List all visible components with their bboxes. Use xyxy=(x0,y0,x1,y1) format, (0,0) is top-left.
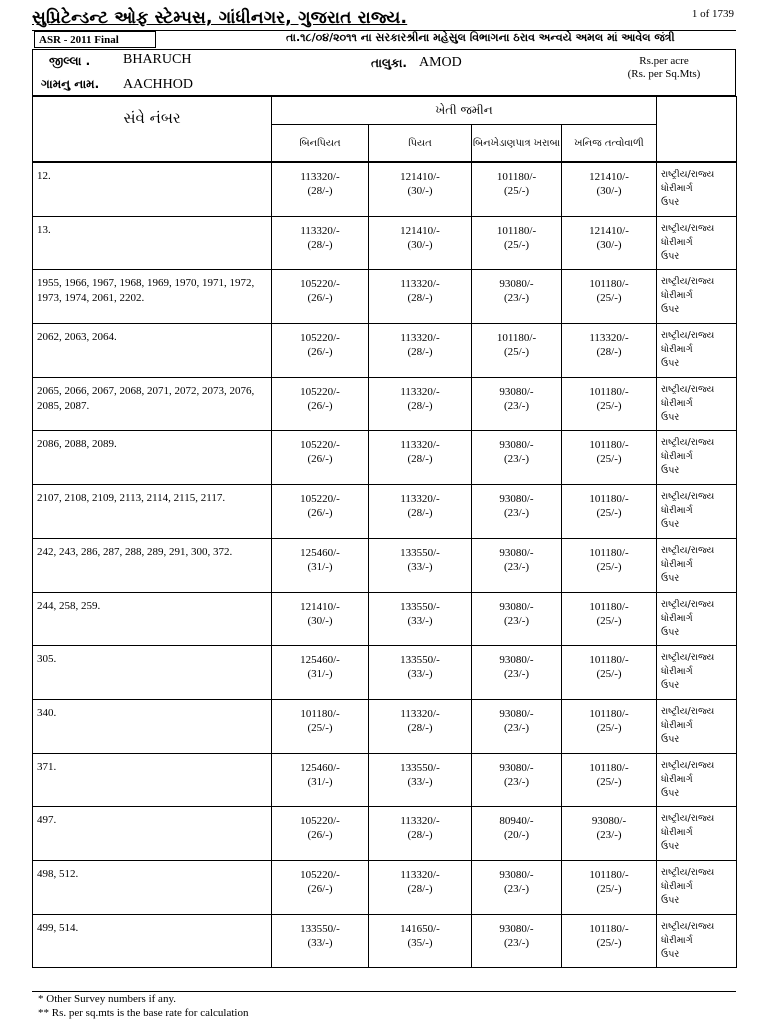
district-value: BHARUCH xyxy=(123,52,192,67)
rate-per-acre: 93080/- xyxy=(499,761,534,774)
rate-per-sqm: (30/-) xyxy=(596,238,622,251)
rate-per-acre: 101180/- xyxy=(589,868,629,881)
road-location-line: ઉપર xyxy=(661,304,680,316)
rate-per-acre: 101180/- xyxy=(300,707,340,720)
survey-numbers-cell: 371. xyxy=(33,753,272,807)
rate-cell-irrigated xyxy=(369,270,472,324)
road-location-line: રાષ્ટ્રીય/રાજ્ય xyxy=(661,598,715,610)
rate-per-acre: 101180/- xyxy=(589,278,629,291)
rate-cell-uncultivable xyxy=(472,216,562,270)
road-location-cell xyxy=(657,538,737,592)
rate-per-sqm: (28/-) xyxy=(307,185,333,197)
rate-per-sqm: (25/-) xyxy=(596,882,622,895)
rate-per-acre: 125460/- xyxy=(300,761,340,774)
rate-cell-irrigated xyxy=(369,592,472,646)
road-location-line: ધોરીમાર્ગ xyxy=(661,236,693,248)
rate-cell-mineral xyxy=(562,699,657,753)
col-header-irrigated: પિયત xyxy=(369,125,472,162)
col-header-uncultivable: બિનખેડાણપાત્ર ખરાબા xyxy=(472,125,562,162)
rate-cell-uncultivable xyxy=(472,377,562,431)
rate-per-sqm: (26/-) xyxy=(307,453,333,466)
rate-per-acre: 113320/- xyxy=(400,332,440,345)
rate-per-sqm: (31/-) xyxy=(307,668,333,681)
road-location-line: ધોરીમાર્ગ xyxy=(661,451,693,463)
rate-cell-mineral xyxy=(562,538,657,592)
agricultural-land-header: ખેતી જમીન xyxy=(272,97,657,125)
rate-per-acre: 93080/- xyxy=(499,278,534,291)
road-location-cell xyxy=(657,431,737,485)
road-location-line: ધોરીમાર્ગ xyxy=(661,397,693,409)
rate-per-acre: 101180/- xyxy=(589,707,629,720)
rate-cell-mineral xyxy=(562,860,657,914)
survey-numbers-cell: 12. xyxy=(33,163,272,217)
rate-cell-mineral xyxy=(562,485,657,539)
rate-per-sqm: (26/-) xyxy=(307,882,333,895)
rate-per-sqm: (30/-) xyxy=(407,185,433,197)
rate-cell-mineral xyxy=(562,216,657,270)
rate-per-sqm: (28/-) xyxy=(596,346,622,359)
rate-cell-mineral xyxy=(562,324,657,378)
road-location-line: રાષ્ટ્રીય/રાજ્ય xyxy=(661,276,715,288)
rate-per-acre: 141650/- xyxy=(400,922,440,935)
rate-per-acre: 121410/- xyxy=(300,600,340,613)
rate-per-acre: 113320/- xyxy=(300,224,340,237)
rate-cell-irrigated xyxy=(369,377,472,431)
road-location-line: રાષ્ટ્રીય/રાજ્ય xyxy=(661,222,715,234)
rate-cell-mineral xyxy=(562,270,657,324)
table-row xyxy=(33,592,737,646)
rate-cell-irrigated xyxy=(369,216,472,270)
table-row xyxy=(33,485,737,539)
table-row xyxy=(33,753,737,807)
table-row xyxy=(33,699,737,753)
rate-per-sqm: (23/-) xyxy=(503,614,530,627)
road-location-line: રાષ્ટ્રીય/રાજ્ય xyxy=(661,169,715,180)
location-header xyxy=(32,49,736,96)
survey-number-header: સંવે નંબર xyxy=(33,97,272,162)
rate-cell-mineral xyxy=(562,807,657,861)
rate-per-acre: 113320/- xyxy=(400,707,440,720)
rate-unit-acre: Rs.per acre xyxy=(639,55,689,67)
rate-per-acre: 93080/- xyxy=(499,546,534,559)
road-location-line: ધોરીમાર્ગ xyxy=(661,880,693,892)
rate-per-acre: 125460/- xyxy=(300,654,340,667)
rate-per-acre: 113320/- xyxy=(400,815,440,828)
table-row xyxy=(33,216,737,270)
rate-per-acre: 101180/- xyxy=(589,385,629,398)
road-location-line: ધોરીમાર્ગ xyxy=(661,827,693,839)
rate-cell-unirrigated xyxy=(272,699,369,753)
rate-per-sqm: (28/-) xyxy=(407,721,433,734)
rate-per-sqm: (35/-) xyxy=(407,936,433,949)
rate-per-sqm: (28/-) xyxy=(407,399,433,412)
table-row xyxy=(33,431,737,485)
road-location-line: રાષ્ટ્રીય/રાજ્ય xyxy=(661,652,715,664)
rate-per-sqm: (26/-) xyxy=(307,292,333,305)
rate-per-sqm: (31/-) xyxy=(307,775,333,788)
road-location-line: ધોરીમાર્ગ xyxy=(661,344,693,356)
rate-per-sqm: (25/-) xyxy=(596,292,622,305)
rate-per-sqm: (25/-) xyxy=(503,346,530,359)
village-label: ગામનુ નામ. xyxy=(41,77,100,91)
rate-cell-irrigated xyxy=(369,431,472,485)
rate-per-sqm: (30/-) xyxy=(407,238,433,251)
road-location-line: ઉપર xyxy=(661,787,680,799)
road-location-line: ઉપર xyxy=(661,680,680,692)
rate-cell-uncultivable xyxy=(472,860,562,914)
rate-per-acre: 93080/- xyxy=(499,654,534,667)
road-location-line: ધોરીમાર્ગ xyxy=(661,719,693,731)
rate-unit-sqm: (Rs. per Sq.Mts) xyxy=(627,68,701,80)
rate-per-acre: 93080/- xyxy=(591,815,627,828)
rate-per-acre: 93080/- xyxy=(499,707,534,720)
rate-per-sqm: (23/-) xyxy=(503,507,530,520)
rate-per-acre: 105220/- xyxy=(300,439,340,452)
rate-per-sqm: (33/-) xyxy=(307,936,333,949)
rate-cell-irrigated xyxy=(369,485,472,539)
taluka-value: AMOD xyxy=(419,55,462,70)
rate-per-sqm: (28/-) xyxy=(407,507,433,520)
table-row xyxy=(33,914,737,968)
road-location-line: ઉપર xyxy=(661,626,680,638)
rate-per-acre: 133550/- xyxy=(400,600,440,613)
village-value: AACHHOD xyxy=(123,77,193,92)
road-location-line: ઉપર xyxy=(661,519,680,531)
rate-per-acre: 93080/- xyxy=(499,493,534,506)
road-location-line: રાષ્ટ્રીય/રાજ્ય xyxy=(661,705,715,717)
table-row xyxy=(33,860,737,914)
road-location-line: રાષ્ટ્રીય/રાજ્ય xyxy=(661,920,715,932)
road-location-line: રાષ્ટ્રીય/રાજ્ય xyxy=(661,544,715,556)
road-location-cell xyxy=(657,485,737,539)
rate-per-sqm: (23/-) xyxy=(503,668,530,681)
rate-per-acre: 105220/- xyxy=(300,868,340,881)
rate-per-sqm: (28/-) xyxy=(407,882,433,895)
road-location-line: ધોરીમાર્ગ xyxy=(661,773,693,785)
rate-per-sqm: (25/-) xyxy=(596,775,622,788)
rate-cell-irrigated xyxy=(369,699,472,753)
road-location-cell xyxy=(657,646,737,700)
rate-per-sqm: (23/-) xyxy=(503,936,530,949)
road-location-line: ઉપર xyxy=(661,572,680,584)
rate-per-acre: 133550/- xyxy=(300,922,340,935)
rate-per-sqm: (25/-) xyxy=(596,453,622,466)
rate-per-acre: 113320/- xyxy=(400,868,440,881)
road-location-cell xyxy=(657,324,737,378)
table-row xyxy=(33,270,737,324)
rate-per-acre: 101180/- xyxy=(589,546,629,559)
rate-per-sqm: (23/-) xyxy=(503,882,530,895)
rate-cell-uncultivable xyxy=(472,592,562,646)
road-location-line: ધોરીમાર્ગ xyxy=(661,612,693,624)
road-header xyxy=(657,97,737,162)
rate-per-sqm: (23/-) xyxy=(596,829,622,842)
survey-numbers-cell: 242, 243, 286, 287, 288, 289, 291, 300, 372. xyxy=(33,538,272,592)
rate-per-acre: 113320/- xyxy=(589,332,629,345)
rate-cell-uncultivable xyxy=(472,270,562,324)
col-header-mineral: ખનિજ તત્વોવાળી xyxy=(562,125,657,162)
rate-per-sqm: (25/-) xyxy=(503,185,530,197)
road-location-line: રાષ્ટ્રીય/રાજ્ય xyxy=(661,437,715,449)
rate-cell-uncultivable xyxy=(472,753,562,807)
col-header-unirrigated: બિનપિયત xyxy=(272,125,369,162)
rate-cell-mineral xyxy=(562,431,657,485)
rate-per-acre: 105220/- xyxy=(300,278,340,291)
survey-numbers-cell: 340. xyxy=(33,699,272,753)
road-location-cell xyxy=(657,699,737,753)
rate-per-sqm: (30/-) xyxy=(307,614,333,627)
survey-numbers-cell: 2065, 2066, 2067, 2068, 2071, 2072, 2073, 2076, 2085, 2087. xyxy=(33,377,272,431)
rate-per-acre: 113320/- xyxy=(400,278,440,291)
road-location-cell xyxy=(657,163,737,217)
road-location-line: ઉપર xyxy=(661,411,680,423)
page-number: 1 of 1739 xyxy=(691,8,734,20)
rate-per-sqm: (33/-) xyxy=(407,775,433,788)
rate-cell-unirrigated xyxy=(272,485,369,539)
rate-per-acre: 133550/- xyxy=(400,546,440,559)
rate-per-acre: 133550/- xyxy=(400,654,440,667)
rate-per-sqm: (23/-) xyxy=(503,399,530,412)
rate-cell-unirrigated xyxy=(272,807,369,861)
taluka-label: તાલુકા. xyxy=(371,56,407,70)
rate-per-sqm: (23/-) xyxy=(503,721,530,734)
road-location-line: ધોરીમાર્ગ xyxy=(661,505,693,517)
road-location-cell xyxy=(657,914,737,968)
survey-numbers-cell: 2062, 2063, 2064. xyxy=(33,324,272,378)
rate-per-acre: 93080/- xyxy=(499,439,534,452)
rate-cell-uncultivable xyxy=(472,699,562,753)
rate-cell-unirrigated xyxy=(272,163,369,217)
rate-cell-mineral xyxy=(562,377,657,431)
rate-cell-unirrigated xyxy=(272,216,369,270)
rate-per-acre: 113320/- xyxy=(400,493,440,506)
table-body xyxy=(33,163,737,968)
rate-per-acre: 121410/- xyxy=(589,224,629,237)
rate-per-sqm: (23/-) xyxy=(503,453,530,466)
rate-per-sqm: (25/-) xyxy=(596,721,622,734)
rate-per-sqm: (25/-) xyxy=(596,614,622,627)
road-location-line: રાષ્ટ્રીય/રાજ્ય xyxy=(661,759,715,771)
table-row xyxy=(33,646,737,700)
rate-cell-irrigated xyxy=(369,163,472,217)
rate-per-acre: 105220/- xyxy=(300,332,340,345)
road-location-line: ઉપર xyxy=(661,894,680,906)
rate-per-acre: 121410/- xyxy=(400,171,440,183)
table-row xyxy=(33,538,737,592)
road-location-line: ઉપર xyxy=(661,465,680,477)
rate-per-acre: 101180/- xyxy=(589,922,629,935)
rate-per-acre: 101180/- xyxy=(589,761,629,774)
rate-cell-irrigated xyxy=(369,914,472,968)
rate-per-acre: 101180/- xyxy=(589,654,629,667)
road-location-cell xyxy=(657,216,737,270)
rate-cell-irrigated xyxy=(369,807,472,861)
footnote-base-rate: ** Rs. per sq.mts is the base rate for calculation xyxy=(38,1007,249,1019)
road-location-line: રાષ્ટ્રીય/રાજ્ય xyxy=(661,491,715,503)
rate-per-sqm: (28/-) xyxy=(307,238,333,251)
road-location-line: ઉપર xyxy=(661,250,680,262)
rate-cell-mineral xyxy=(562,592,657,646)
rate-per-sqm: (20/-) xyxy=(503,829,530,842)
rate-per-acre: 113320/- xyxy=(400,439,440,452)
table-row xyxy=(33,377,737,431)
survey-numbers-cell: 497. xyxy=(33,807,272,861)
rate-per-acre: 101180/- xyxy=(496,332,537,345)
road-location-cell xyxy=(657,270,737,324)
rate-cell-unirrigated xyxy=(272,753,369,807)
page-title: સુપ્રિટેન્ડન્ટ ઓફ સ્ટેમ્પસ, ગાંધીનગર, ગુજરાત રાજ્ય. xyxy=(32,8,408,28)
rate-per-acre: 121410/- xyxy=(400,224,440,237)
rate-per-acre: 93080/- xyxy=(499,922,534,935)
road-location-line: ધોરીમાર્ગ xyxy=(661,183,693,194)
road-location-line: રાષ્ટ્રીય/રાજ્ય xyxy=(661,383,715,395)
rate-per-acre: 101180/- xyxy=(589,493,629,506)
rate-per-sqm: (25/-) xyxy=(596,560,622,573)
survey-numbers-cell: 2107, 2108, 2109, 2113, 2114, 2115, 2117. xyxy=(33,485,272,539)
rate-per-sqm: (23/-) xyxy=(503,775,530,788)
rate-per-acre: 105220/- xyxy=(300,385,340,398)
survey-numbers-cell: 305. xyxy=(33,646,272,700)
rate-per-acre: 101180/- xyxy=(496,224,537,237)
rate-per-acre: 93080/- xyxy=(499,868,534,881)
rate-cell-irrigated xyxy=(369,753,472,807)
rate-cell-irrigated xyxy=(369,538,472,592)
footnote-other-survey: * Other Survey numbers if any. xyxy=(38,993,176,1005)
rate-cell-uncultivable xyxy=(472,646,562,700)
rate-per-acre: 133550/- xyxy=(400,761,440,774)
rate-cell-unirrigated xyxy=(272,592,369,646)
rate-cell-unirrigated xyxy=(272,860,369,914)
road-location-cell xyxy=(657,753,737,807)
rate-cell-uncultivable xyxy=(472,324,562,378)
rate-per-acre: 105220/- xyxy=(300,493,340,506)
rate-cell-unirrigated xyxy=(272,914,369,968)
rate-per-sqm: (31/-) xyxy=(307,560,333,573)
rate-cell-uncultivable xyxy=(472,485,562,539)
asr-badge: ASR - 2011 Final xyxy=(34,31,156,48)
rate-cell-uncultivable xyxy=(472,914,562,968)
road-location-line: રાષ્ટ્રીય/રાજ્ય xyxy=(661,866,715,878)
road-location-line: રાષ્ટ્રીય/રાજ્ય xyxy=(661,813,715,825)
survey-numbers-cell: 13. xyxy=(33,216,272,270)
rate-per-acre: 93080/- xyxy=(499,385,534,398)
rate-cell-mineral xyxy=(562,914,657,968)
rate-per-sqm: (26/-) xyxy=(307,507,333,520)
road-location-line: ઉપર xyxy=(661,358,680,370)
rate-per-sqm: (25/-) xyxy=(503,238,530,251)
road-location-line: ધોરીમાર્ગ xyxy=(661,290,693,302)
road-location-line: ધોરીમાર્ગ xyxy=(661,558,693,570)
rate-per-acre: 125460/- xyxy=(300,546,340,559)
rate-per-acre: 101180/- xyxy=(589,600,629,613)
road-location-line: ઉપર xyxy=(661,733,680,745)
resolution-text: તા.૧૮/૦૪/૨૦૧૧ ના સરકારશ્રીના મહેસુલ વિભાગના ઠરાવ અન્વયે અમલ માં આવેલ જંત્રી xyxy=(286,31,675,44)
rate-per-acre: 121410/- xyxy=(589,171,629,183)
rate-per-sqm: (26/-) xyxy=(307,829,333,842)
road-location-cell xyxy=(657,807,737,861)
rate-cell-unirrigated xyxy=(272,377,369,431)
rate-table xyxy=(32,96,737,968)
rate-cell-unirrigated xyxy=(272,538,369,592)
survey-numbers-cell: 244, 258, 259. xyxy=(33,592,272,646)
rate-per-sqm: (25/-) xyxy=(596,936,622,949)
rate-per-sqm: (25/-) xyxy=(596,399,622,412)
rate-per-sqm: (33/-) xyxy=(407,560,433,573)
rate-per-sqm: (28/-) xyxy=(407,346,433,359)
road-location-line: રાષ્ટ્રીય/રાજ્ય xyxy=(661,330,715,342)
survey-numbers-cell: 2086, 2088, 2089. xyxy=(33,431,272,485)
road-location-line: ઉપર xyxy=(661,948,680,960)
road-location-line: ધોરીમાર્ગ xyxy=(661,666,693,678)
rate-per-sqm: (28/-) xyxy=(407,292,433,305)
survey-numbers-cell: 498, 512. xyxy=(33,860,272,914)
road-location-cell xyxy=(657,592,737,646)
rate-per-sqm: (23/-) xyxy=(503,292,530,305)
rate-cell-irrigated xyxy=(369,324,472,378)
rate-cell-uncultivable xyxy=(472,163,562,217)
rate-per-sqm: (25/-) xyxy=(596,507,622,520)
rate-cell-mineral xyxy=(562,753,657,807)
road-location-line: ઉપર xyxy=(661,197,680,208)
rate-per-acre: 93080/- xyxy=(499,600,534,613)
footer-divider xyxy=(32,991,736,992)
rate-per-acre: 101180/- xyxy=(589,439,629,452)
rate-cell-irrigated xyxy=(369,646,472,700)
survey-numbers-cell: 499, 514. xyxy=(33,914,272,968)
district-label: જીલ્લા . xyxy=(49,54,91,68)
rate-cell-uncultivable xyxy=(472,807,562,861)
rate-cell-unirrigated xyxy=(272,431,369,485)
survey-numbers-cell: 1955, 1966, 1967, 1968, 1969, 1970, 1971, 1972, 1973, 1974, 2061, 2202. xyxy=(33,270,272,324)
road-location-line: ધોરીમાર્ગ xyxy=(661,934,693,946)
rate-per-acre: 105220/- xyxy=(300,815,340,828)
rate-per-sqm: (28/-) xyxy=(407,829,433,842)
rate-per-sqm: (26/-) xyxy=(307,399,333,412)
rate-per-acre: 80940/- xyxy=(499,815,534,828)
rate-per-acre: 101180/- xyxy=(496,171,537,183)
road-location-line: ઉપર xyxy=(661,841,680,853)
rate-per-sqm: (23/-) xyxy=(503,560,530,573)
rate-cell-uncultivable xyxy=(472,538,562,592)
rate-per-sqm: (26/-) xyxy=(307,346,333,359)
rate-per-sqm: (33/-) xyxy=(407,614,433,627)
rate-cell-mineral xyxy=(562,646,657,700)
rate-per-acre: 113320/- xyxy=(300,171,340,183)
road-location-cell xyxy=(657,377,737,431)
rate-per-sqm: (25/-) xyxy=(596,668,622,681)
rate-cell-unirrigated xyxy=(272,270,369,324)
rate-cell-unirrigated xyxy=(272,324,369,378)
rate-per-sqm: (28/-) xyxy=(407,453,433,466)
road-location-cell xyxy=(657,860,737,914)
rate-per-sqm: (33/-) xyxy=(407,668,433,681)
table-row xyxy=(33,807,737,861)
rate-cell-mineral xyxy=(562,163,657,217)
table-row xyxy=(33,324,737,378)
rate-cell-irrigated xyxy=(369,860,472,914)
rate-cell-unirrigated xyxy=(272,646,369,700)
rate-per-acre: 113320/- xyxy=(400,385,440,398)
rate-cell-uncultivable xyxy=(472,431,562,485)
rate-per-sqm: (25/-) xyxy=(307,721,333,734)
rate-per-sqm: (30/-) xyxy=(596,185,622,197)
table-row xyxy=(33,163,737,217)
